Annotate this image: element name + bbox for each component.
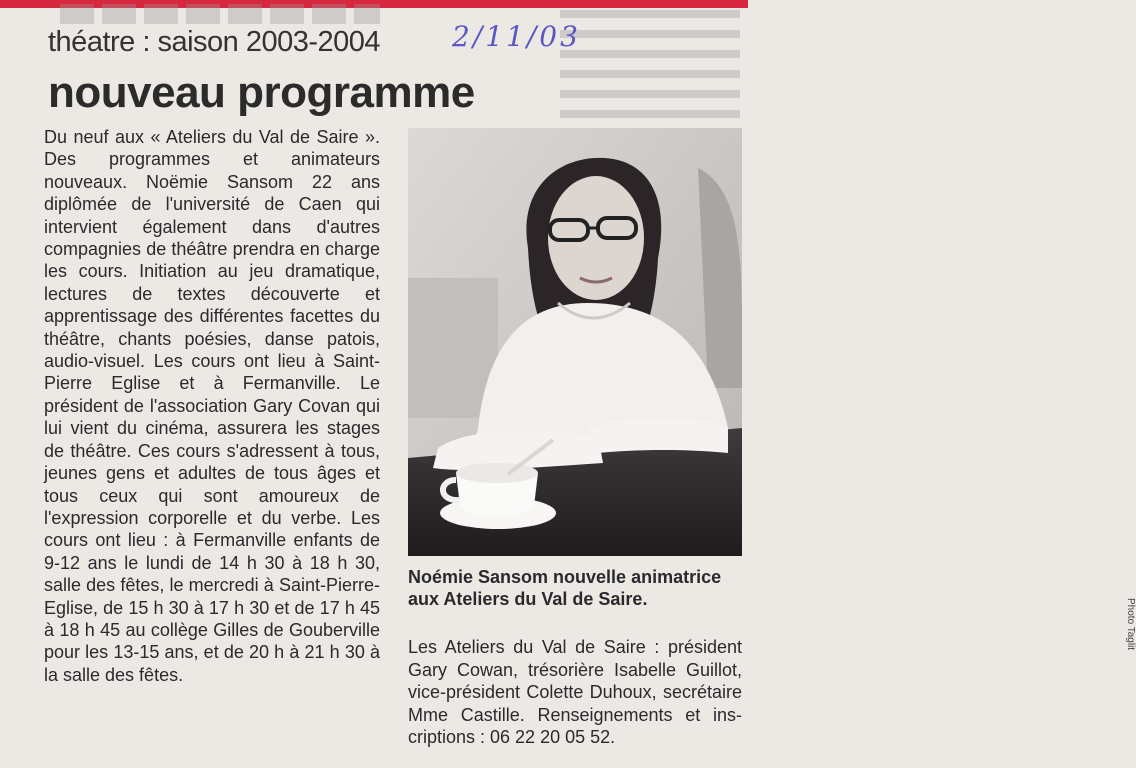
photo-caption: Noémie Sansom nouvelle animatrice aux Ateliers du Val de Saire. xyxy=(408,567,722,609)
bleed-through-texture-right xyxy=(560,4,740,122)
photo-credit: Photo Taglit xyxy=(1125,598,1136,651)
bleed-through-texture xyxy=(60,4,380,24)
portrait-illustration xyxy=(408,128,742,556)
headline: nouveau programme xyxy=(48,68,475,117)
article-body: Du neuf aux « Ateliers du Val de Saire ». Des programmes et animateurs nouveaux. Noëmie Sansom 22 ans diplômée de l'université de Caen qui intervient également dans d'autres compagnies de théâtre prendra en charge les cours. Initiation au jeu dramatique, lectures de textes découverte et apprentissage des différentes facettes du théâtre, chants poésies, danse patois, audio-visuel. Les cours ont lieu à Saint-Pierre Eglise et à Fermanville. Le président de l'association Gary Covan qui lui vient du cinéma, assurera les stages de théâtre. Ces cours s'adressent à tous, jeunes gens et adultes de tous âges et tous ceux qui sont amoureux de l'expression corporelle et du verbe. Les cours ont lieu : à Fermanville enfants de 9-12 ans le lundi de 14 h 30 à 18 h 30, salle des fêtes, le mercredi à Saint-Pierre-Eglise, de 15 h 30 à 17 h 30 et de 17 h 45 à 18 h 45 au collège Gilles de Gouberville pour les 13-15 ans, et de 20 h à 21 h 30 à la salle des fêtes. xyxy=(44,127,380,685)
association-info: Les Ateliers du Val de Saire : président Gary Cowan, trésorière Isabelle Guillot, vice-président Colette Duhoux, secrétaire Mme Castille. Renseignements et inscriptions : 06 22 20 05 52. xyxy=(408,637,742,748)
section-kicker: théatre : saison 2003-2004 xyxy=(48,26,381,58)
handwritten-date: 2/11/03 xyxy=(452,20,581,53)
